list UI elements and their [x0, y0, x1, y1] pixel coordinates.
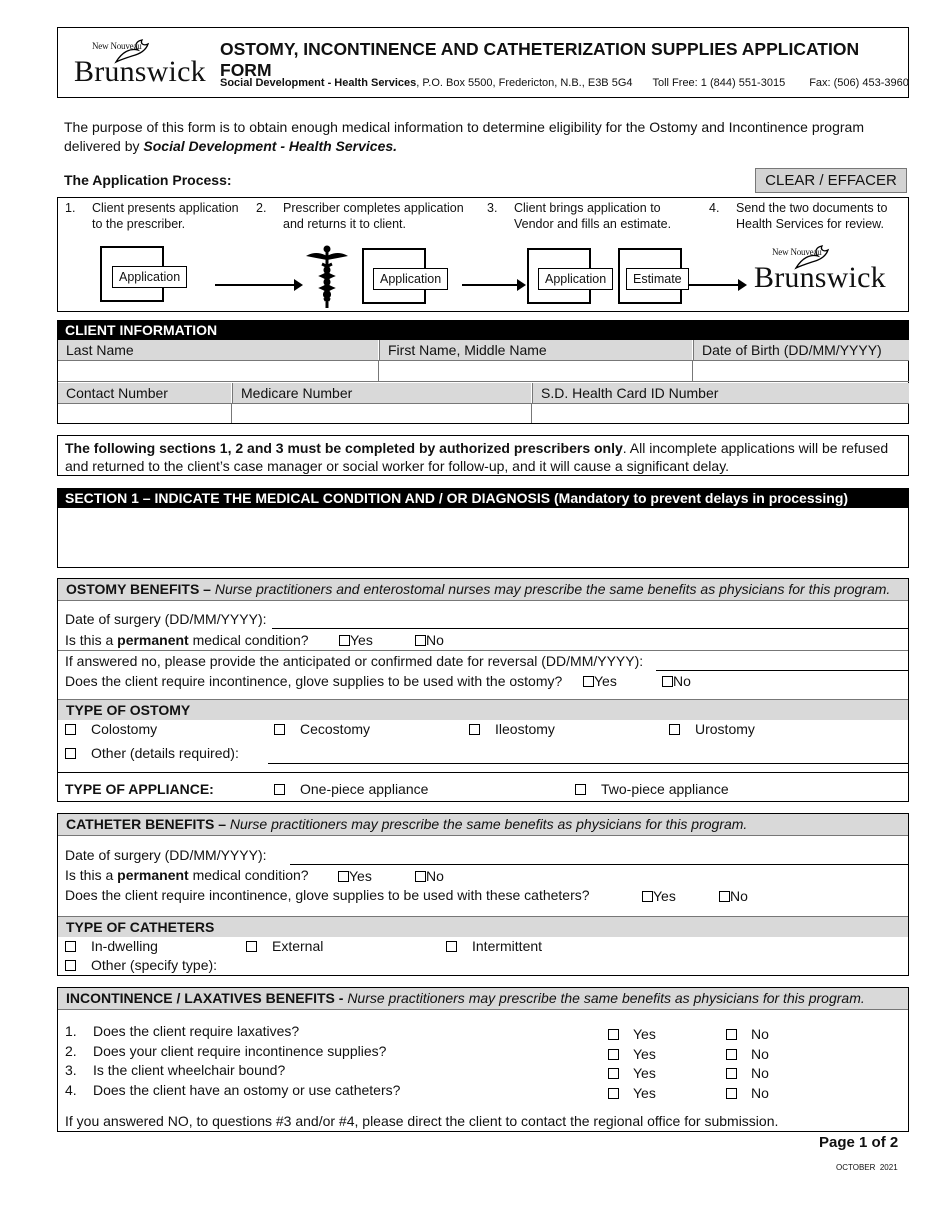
checkbox[interactable]: [608, 1029, 619, 1040]
notice-strong: The following sections 1, 2 and 3 must be completed by authorized prescribers only: [65, 440, 623, 456]
checkbox[interactable]: [726, 1088, 737, 1099]
form-header: [57, 27, 909, 98]
dob-input[interactable]: [693, 360, 909, 382]
q3-no[interactable]: No: [726, 1064, 769, 1084]
ostomy-permanent-label: Is this a permanent medical condition?: [65, 632, 309, 648]
nb-logo-destination: [752, 244, 886, 294]
ostomy-surgery-label: Date of surgery (DD/MM/YYYY):: [65, 611, 267, 627]
contact-number-input[interactable]: [58, 403, 232, 423]
first-name-label: First Name, Middle Name: [379, 340, 692, 360]
tollfree-text: Toll Free: 1 (844) 551-3015: [652, 77, 786, 89]
application-label: Application: [538, 268, 613, 290]
checkbox[interactable]: [274, 784, 285, 795]
catheter-surgery-label: Date of surgery (DD/MM/YYYY):: [65, 847, 267, 863]
fax-text: Fax: (506) 453-3960: [809, 77, 909, 89]
ostomy-other-input[interactable]: [268, 763, 908, 764]
clear-button[interactable]: CLEAR / EFFACER: [755, 168, 907, 193]
divider: [58, 772, 908, 773]
catheter-permanent-label: Is this a permanent medical condition?: [65, 867, 309, 883]
first-name-input[interactable]: [378, 360, 693, 382]
catheter-type-heading: TYPE OF CATHETERS: [58, 916, 908, 937]
page-number: Page 1 of 2: [819, 1134, 899, 1151]
question-4: 4. Does the client have an ostomy or use catheters?: [65, 1081, 401, 1098]
checkbox[interactable]: [642, 891, 653, 902]
form-title: OSTOMY, INCONTINENCE AND CATHETERIZATION SUPPLIES APPLICATION FORM: [220, 39, 860, 80]
ostomy-type-cecostomy[interactable]: Cecostomy: [274, 721, 370, 737]
question-1: 1. Does the client require laxatives?: [65, 1023, 300, 1039]
appliance-label: TYPE OF APPLIANCE:: [65, 781, 214, 797]
checkbox[interactable]: [65, 941, 76, 952]
logo-wordmark: Brunswick: [74, 55, 206, 88]
arrow-icon: [215, 284, 295, 286]
sd-card-input[interactable]: [531, 403, 909, 423]
process-title: The Application Process:: [64, 172, 232, 188]
estimate-label: Estimate: [626, 268, 689, 290]
checkbox[interactable]: [65, 960, 76, 971]
nb-logo: [72, 38, 206, 88]
catheter-type-external[interactable]: External: [246, 938, 323, 954]
incontinence-questions: [65, 1022, 400, 1100]
question-3: 3. Is the client wheelchair bound?: [65, 1062, 286, 1078]
catheter-surgery-date-input[interactable]: [290, 864, 908, 865]
ostomy-type-ileostomy[interactable]: Ileostomy: [469, 721, 555, 737]
checkbox[interactable]: [726, 1068, 737, 1079]
ostomy-glove-label: Does the client require incontinence, glove supplies to be used with the ostomy?: [65, 673, 563, 689]
catheter-glove-yes[interactable]: Yes: [642, 888, 676, 904]
medicare-label: Medicare Number: [232, 383, 531, 403]
application-label: Application: [112, 266, 187, 288]
q4-no[interactable]: No: [726, 1084, 769, 1104]
checkbox[interactable]: [65, 724, 76, 735]
q3-yes[interactable]: Yes: [608, 1064, 656, 1084]
appliance-two-piece[interactable]: Two-piece appliance: [575, 781, 729, 797]
checkbox[interactable]: [608, 1049, 619, 1060]
last-name-label: Last Name: [58, 340, 378, 360]
checkbox[interactable]: [669, 724, 680, 735]
sd-card-label: S.D. Health Card ID Number: [532, 383, 909, 403]
dept-name: Social Development - Health Services: [220, 77, 417, 89]
checkbox[interactable]: [415, 635, 426, 646]
checkbox[interactable]: [469, 724, 480, 735]
caduceus-icon: [302, 244, 352, 310]
application-copy-icon: [527, 248, 607, 304]
checkbox[interactable]: [726, 1029, 737, 1040]
checkbox[interactable]: [575, 784, 586, 795]
purpose-text: The purpose of this form is to obtain enough medical information to determine eligibility for the Ostomy and Incontinence program delivered by: [64, 119, 864, 154]
process-diagram: 1. Client presents application to the prescriber. 2. Prescriber completes application and returns it to client. 3. Client brings application to Vendor and fills an estimate. 4. Send the two documents to Health Services for review. Application Application Application Estimate New Nouveau Brunswick: [57, 197, 909, 312]
ostomy-glove-yes[interactable]: Yes: [583, 673, 617, 689]
checkbox[interactable]: [446, 941, 457, 952]
ostomy-surgery-date-input[interactable]: [272, 628, 908, 629]
address-text: , P.O. Box 5500, Fredericton, N.B., E3B 5G4: [416, 77, 633, 89]
prescriber-notice: [57, 435, 909, 476]
checkbox[interactable]: [662, 676, 673, 687]
catheter-type-indwelling[interactable]: In-dwelling: [65, 938, 158, 954]
diagnosis-input[interactable]: [57, 508, 909, 568]
contact-address: [220, 77, 909, 89]
dob-label: Date of Birth (DD/MM/YYYY): [693, 340, 909, 360]
ostomy-type-urostomy[interactable]: Urostomy: [669, 721, 755, 737]
estimate-document-icon: [618, 248, 682, 304]
form-date: OCTOBER 2021: [836, 1163, 898, 1172]
question-2: 2. Does your client require incontinence supplies?: [65, 1042, 387, 1059]
ostomy-type-colostomy[interactable]: Colostomy: [65, 721, 157, 737]
catheter-heading: CATHETER BENEFITS – Nurse practitioners may prescribe the same benefits as physicians for this program.: [58, 814, 908, 836]
completed-application-icon: [362, 248, 442, 304]
ostomy-permanent-no[interactable]: No: [415, 632, 444, 648]
q1-no[interactable]: No: [726, 1025, 769, 1045]
ostomy-permanent-yes[interactable]: Yes: [339, 632, 373, 648]
logo-wordmark: Brunswick: [754, 261, 886, 294]
checkbox[interactable]: [583, 676, 594, 687]
incontinence-footer-note: If you answered NO, to questions #3 and/or #4, please direct the client to contact the regional office for submission.: [65, 1113, 779, 1129]
client-info-table: [57, 340, 909, 424]
incontinence-heading: INCONTINENCE / LAXATIVES BENEFITS - Nurse practitioners may prescribe the same benefits as physicians for this program.: [58, 988, 908, 1010]
q2-no[interactable]: No: [726, 1045, 769, 1065]
checkbox[interactable]: [415, 871, 426, 882]
catheter-type-other[interactable]: Other (specify type):: [65, 957, 217, 973]
no-column: [726, 1025, 769, 1103]
ostomy-type-other[interactable]: Other (details required):: [65, 745, 239, 761]
application-document-icon: [100, 246, 181, 302]
catheter-glove-no[interactable]: No: [719, 888, 748, 904]
catheter-permanent-no[interactable]: No: [415, 868, 444, 884]
checkbox[interactable]: [246, 941, 257, 952]
ostomy-glove-no[interactable]: No: [662, 673, 691, 689]
section1-heading: SECTION 1 – INDICATE THE MEDICAL CONDITION AND / OR DIAGNOSIS (Mandatory to prevent delays in processing): [57, 488, 909, 508]
client-info-heading: CLIENT INFORMATION: [57, 320, 909, 340]
checkbox[interactable]: [339, 635, 350, 646]
arrow-icon: [462, 284, 518, 286]
ostomy-section: [57, 578, 909, 802]
checkbox[interactable]: [274, 724, 285, 735]
catheter-permanent-yes[interactable]: Yes: [338, 868, 372, 884]
checkbox[interactable]: [608, 1068, 619, 1079]
appliance-one-piece[interactable]: One-piece appliance: [274, 781, 428, 797]
catheter-type-intermittent[interactable]: Intermittent: [446, 938, 542, 954]
catheter-section: [57, 813, 909, 976]
checkbox[interactable]: [65, 748, 76, 759]
last-name-input[interactable]: [58, 360, 378, 382]
logo-subtext: New Nouveau: [92, 41, 142, 51]
q2-yes[interactable]: Yes: [608, 1045, 656, 1065]
arrow-icon: [689, 284, 739, 286]
checkbox[interactable]: [726, 1049, 737, 1060]
purpose-dept: Social Development - Health Services.: [143, 138, 398, 154]
ostomy-reversal-label: If answered no, please provide the anticipated or confirmed date for reversal (DD/MM/YYYY):: [65, 653, 644, 669]
ostomy-heading: OSTOMY BENEFITS – Nurse practitioners and enterostomal nurses may prescribe the same benefits as physicians for this program.: [58, 579, 908, 601]
yes-column: [608, 1025, 656, 1103]
checkbox[interactable]: [338, 871, 349, 882]
checkbox[interactable]: [608, 1088, 619, 1099]
q1-yes[interactable]: Yes: [608, 1025, 656, 1045]
q4-yes[interactable]: Yes: [608, 1084, 656, 1104]
incontinence-section: [57, 987, 909, 1132]
checkbox[interactable]: [719, 891, 730, 902]
notice-text: . All incomplete applications will be refused and returned to the client’s case manager or social worker for follow-up, and it will cause a significant delay.: [65, 440, 889, 474]
medicare-input[interactable]: [231, 403, 532, 423]
purpose-paragraph: [64, 118, 894, 156]
contact-number-label: Contact Number: [58, 383, 231, 403]
logo-subtext: New Nouveau: [772, 247, 822, 257]
application-label: Application: [373, 268, 448, 290]
ostomy-type-heading: TYPE OF OSTOMY: [58, 699, 908, 720]
ostomy-reversal-date-input[interactable]: [656, 670, 908, 671]
catheter-glove-label: Does the client require incontinence, glove supplies to be used with these catheters?: [65, 887, 590, 903]
